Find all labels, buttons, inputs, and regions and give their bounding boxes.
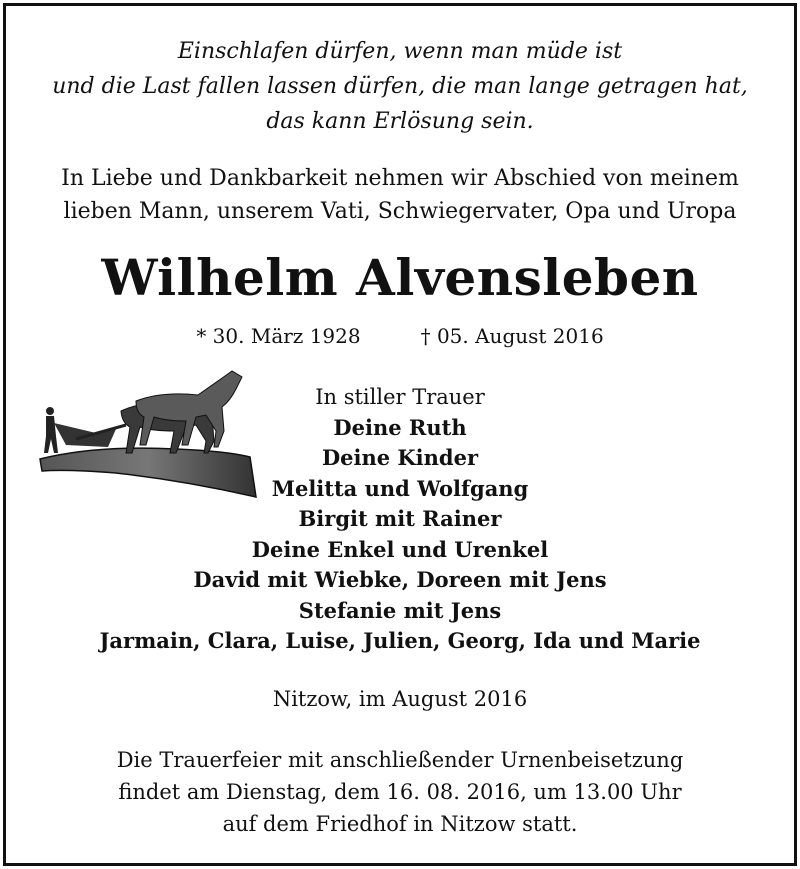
deceased-name: Wilhelm Alvensleben <box>101 248 699 307</box>
mourner-entry: David mit Wiebke, Doreen mit Jens <box>193 567 607 592</box>
funeral-line: Die Trauerfeier mit anschließender Urnenbeisetzung <box>116 748 684 772</box>
poem-line: Einschlafen dürfen, wenn man müde ist <box>177 39 623 64</box>
mourners <box>6 382 794 657</box>
intro-line: In Liebe und Dankbarkeit nehmen wir Abschied von meinem <box>61 166 739 191</box>
poem-line: und die Last fallen lassen dürfen, die man lange getragen hat, <box>52 74 748 99</box>
mourner-entry: Deine Enkel und Urenkel <box>251 536 549 562</box>
place-date: Nitzow, im August 2016 <box>272 687 528 711</box>
funeral-line: auf dem Friedhof in Nitzow statt. <box>222 812 578 836</box>
funeral-line: findet am Dienstag, dem 16. 08. 2016, um 13.00 Uhr <box>118 780 682 804</box>
poem <box>6 34 794 139</box>
mourner-entry: Jarmain, Clara, Luise, Julien, Georg, Ida und Marie <box>99 628 701 653</box>
mourner-entry: Deine Kinder <box>321 445 479 470</box>
life-dates <box>6 324 794 348</box>
intro-line: lieben Mann, unserem Vati, Schwiegervater, Opa und Uropa <box>63 199 737 224</box>
poem-line: das kann Erlösung sein. <box>266 109 534 134</box>
death-date: † 05. August 2016 <box>420 324 604 348</box>
birth-date: * 30. März 1928 <box>196 324 361 348</box>
mourners-heading: In stiller Trauer <box>315 385 485 409</box>
mourner-entry: Stefanie mit Jens <box>298 597 502 623</box>
intro-text <box>6 162 794 228</box>
mourner-entry: Birgit mit Rainer <box>298 506 502 531</box>
funeral-info <box>6 744 794 840</box>
obituary-notice <box>3 3 797 866</box>
mourner-entry: Deine Ruth <box>333 414 467 440</box>
mourner-entry: Melitta und Wolfgang <box>271 475 529 501</box>
